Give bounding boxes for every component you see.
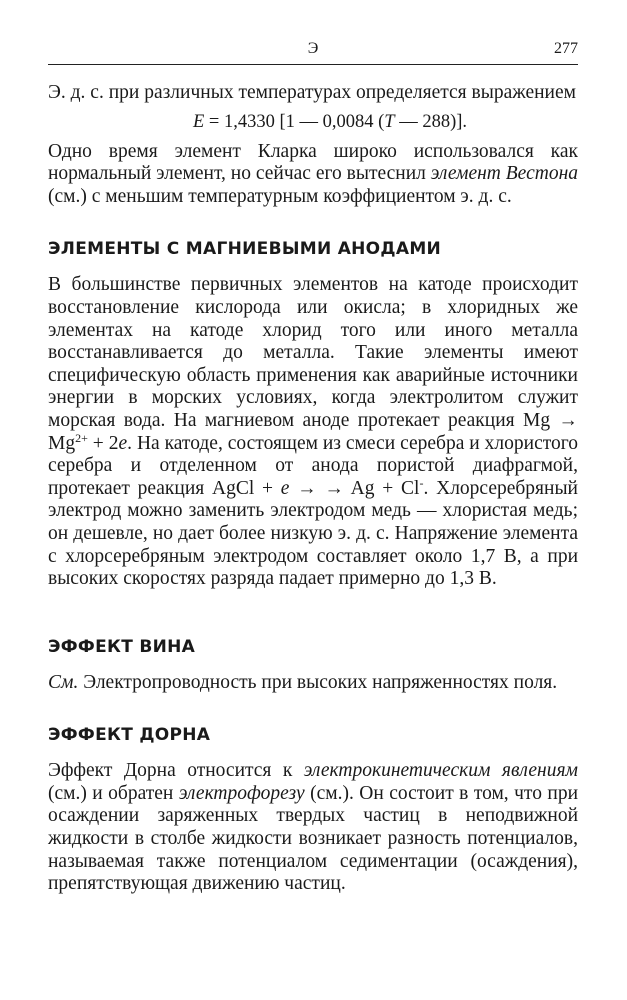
weston-cell-link: элемент Вестона — [430, 163, 578, 185]
electrokinetic-link: электрокинетическим явлениям — [303, 760, 578, 782]
heading-wien-effect: ЭФФЕКТ ВИНА — [48, 636, 196, 657]
formula-part-a: = 1,4330 [1 — 0,0084 ( — [204, 111, 385, 132]
dorn-paragraph — [48, 760, 578, 896]
clark-emf-formula — [48, 110, 578, 134]
dorn-text-a: Эффект Дорна относится к — [48, 760, 304, 782]
wien-text: Электропроводность при высоких напряженностях поля. — [78, 671, 558, 693]
mg-text-d: → → Ag + Cl — [289, 477, 420, 499]
formula-part-b: — 288)]. — [394, 111, 468, 132]
electrophoresis-link: электрофорезу — [178, 782, 305, 804]
formula-var-e: E — [192, 111, 205, 132]
intro-paragraph: Э. д. с. при различных температурах определяется выражением — [48, 82, 576, 103]
magnesium-paragraph — [48, 274, 578, 590]
mg-superscript-chloride: - — [419, 475, 424, 490]
heading-magnesium-anode-cells: ЭЛЕМЕНТЫ С МАГНИЕВЫМИ АНОДАМИ — [48, 239, 442, 260]
clark-text-a: Одно время элемент Кларка широко использовался как нормальный элемент, но сейчас его вытеснил — [48, 140, 578, 185]
mg-text-a: В большинстве первичных элементов на катоде происходит восстановление кислорода или окисла; в хлоридных же элементах на катоде хлорид того или иного металла восстанавливается до металла. Такие элементы имеют специфическую область применения как аварийные источники энергии в морских условиях, когда электролитом служит морская вода. На магниевом аноде протекает реакция Mg → Mg — [48, 274, 578, 454]
clark-paragraph — [48, 141, 578, 209]
running-letter: Э — [307, 40, 319, 57]
formula-var-t: T — [384, 111, 395, 132]
heading-dorn-effect: ЭФФЕКТ ДОРНА — [48, 725, 211, 746]
page-number: 277 — [554, 40, 578, 57]
wien-see-label: См. — [48, 671, 79, 693]
clark-text-b: (см.) с меньшим температурным коэффициентом э. д. с. — [48, 185, 512, 207]
dorn-text-c: (см.). Он состоит в том, что при осаждении заряженных твердых частиц в неподвижной жидкости в столбе жидкости возникает разность потенциалов, называемая также потенциалом седиментации (осаждения), препятствующая движению частиц. — [48, 782, 579, 895]
mg-text-b: + 2 — [87, 432, 119, 454]
book-page — [48, 34, 578, 896]
dorn-text-b: (см.) и обратен — [48, 782, 179, 804]
mg-electron-symbol-2: e — [280, 477, 290, 499]
mg-superscript-charge: 2+ — [75, 430, 88, 445]
wien-paragraph — [48, 672, 578, 695]
running-header — [48, 34, 578, 65]
mg-electron-symbol: e — [118, 432, 128, 454]
mg-text-c: . На катоде, состоящем из смеси серебра и хлористого серебра и отделенном от анода пористой диафрагмой, протекает реакция AgCl + — [48, 432, 578, 499]
mg-text-e: . Хлорсеребряный электрод можно заменить электродом медь — хлористая медь; он дешевле, но дает более низкую э. д. с. Напряжение элемента с хлорсеребряным электродом составляет около 1,7 В, а при высоких скоростях разряда падает примерно до 1,3 В. — [48, 477, 578, 590]
